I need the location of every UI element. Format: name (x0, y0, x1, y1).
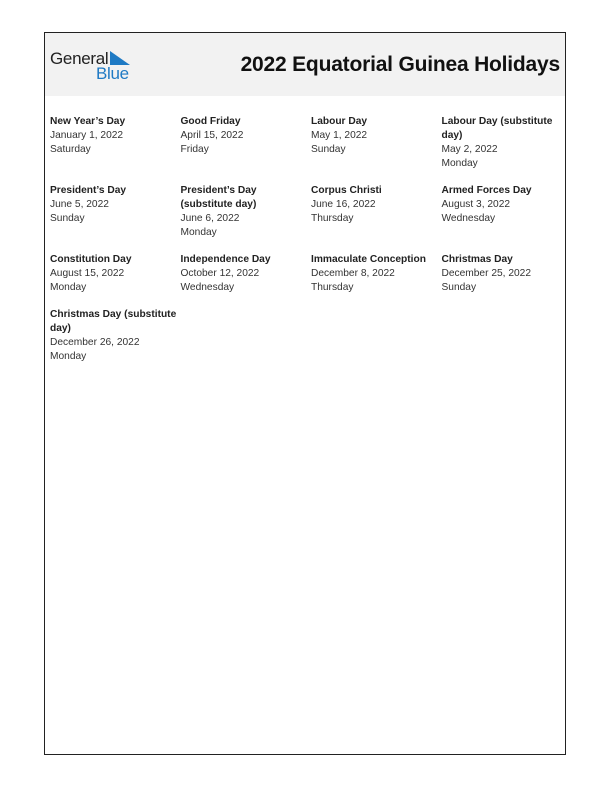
page-title: 2022 Equatorial Guinea Holidays (240, 53, 560, 76)
holiday-name: Christmas Day (441, 254, 513, 265)
holiday-item (442, 115, 565, 171)
holiday-item (311, 184, 442, 240)
holiday-item (50, 115, 181, 171)
holiday-item (311, 253, 442, 295)
holiday-item (442, 184, 565, 240)
holiday-name: Labour Day (311, 116, 368, 127)
holiday-date: May 1, 2022 (311, 130, 368, 141)
generalblue-logo (50, 49, 140, 83)
holiday-date: August 3, 2022 (441, 199, 511, 210)
holiday-weekday: Saturday (50, 144, 91, 155)
holiday-name: Corpus Christi (311, 185, 382, 196)
holiday-name: Good Friday (180, 116, 241, 127)
logo-general-text: General (50, 49, 109, 68)
holiday-weekday: Sunday (311, 144, 346, 155)
holiday-date: June 5, 2022 (50, 199, 109, 210)
holiday-weekday: Sunday (441, 282, 477, 293)
holiday-name: Armed Forces Day (441, 185, 532, 196)
logo-triangle-icon (110, 51, 130, 65)
holiday-name: Immaculate Conception (311, 254, 426, 265)
page-header (45, 33, 565, 96)
holiday-item (442, 253, 565, 295)
holiday-weekday: Thursday (311, 213, 354, 224)
holiday-item (50, 308, 181, 364)
holiday-item (50, 184, 181, 240)
holiday-weekday: Sunday (50, 213, 85, 224)
holiday-item (181, 115, 312, 171)
holiday-page (44, 32, 566, 755)
holiday-name: Christmas Day (substitute day) (50, 309, 177, 334)
holiday-name: President’s Day (50, 185, 127, 196)
holiday-weekday: Monday (50, 282, 87, 293)
holiday-date: December 26, 2022 (50, 337, 140, 348)
holiday-date: December 25, 2022 (441, 268, 531, 279)
holiday-item (311, 115, 442, 171)
holiday-weekday: Monday (50, 351, 87, 362)
holiday-date: May 2, 2022 (441, 144, 498, 155)
holiday-name: New Year’s Day (50, 116, 126, 127)
holiday-name: Constitution Day (50, 254, 132, 265)
holiday-weekday: Wednesday (180, 282, 235, 293)
holiday-weekday: Thursday (311, 282, 354, 293)
holiday-date: December 8, 2022 (311, 268, 395, 279)
holiday-date: June 6, 2022 (180, 213, 240, 224)
holiday-date: April 15, 2022 (180, 130, 244, 141)
holiday-name: Labour Day (substitute day) (441, 116, 553, 141)
holiday-grid (50, 115, 565, 364)
holiday-date: January 1, 2022 (50, 130, 124, 141)
holiday-weekday: Monday (180, 227, 217, 238)
holiday-weekday: Monday (441, 158, 478, 169)
logo-blue-text: Blue (96, 64, 129, 83)
holiday-item (181, 253, 312, 295)
holiday-name: President’s Day (substitute day) (180, 185, 257, 210)
holiday-item (50, 253, 181, 295)
holiday-weekday: Friday (180, 144, 209, 155)
holiday-date: August 15, 2022 (50, 268, 125, 279)
holiday-name: Independence Day (180, 254, 271, 265)
holiday-weekday: Wednesday (441, 213, 496, 224)
holiday-date: October 12, 2022 (180, 268, 260, 279)
holiday-item (181, 184, 312, 240)
holiday-date: June 16, 2022 (311, 199, 376, 210)
